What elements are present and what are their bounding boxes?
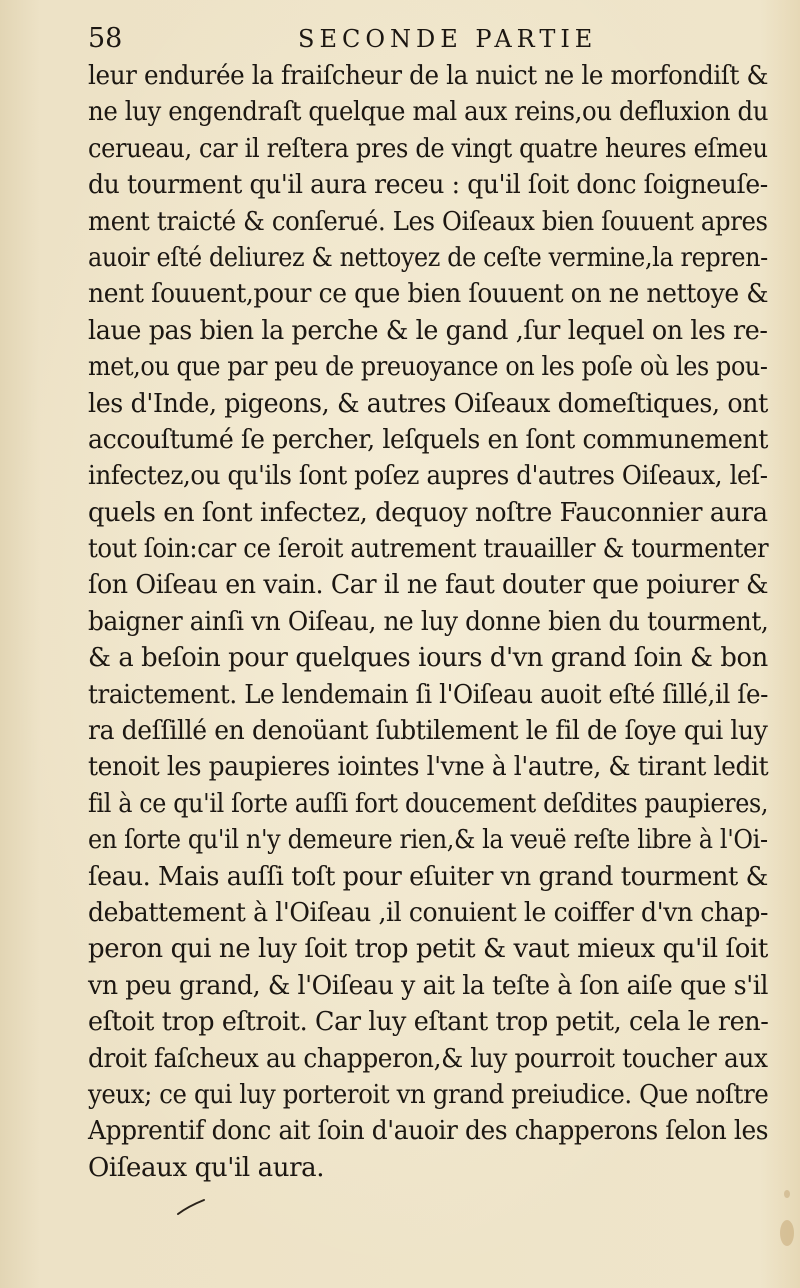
text-line: ne luy engendraſt quelque mal aux reins,ou defluxion du bbox=[88, 97, 769, 128]
text-line: tenoit les paupieres iointes l'vne à l'autre, & tirant ledit bbox=[88, 752, 769, 783]
text-line: baigner ainſi vn Oiſeau, ne luy donne bien du tourment, bbox=[88, 606, 769, 637]
text-line: les d'Inde, pigeons, & autres Oiſeaux domeſtiques, ont bbox=[88, 388, 768, 419]
text-line: nent ſouuent,pour ce que bien ſouuent on ne nettoye & bbox=[88, 279, 769, 310]
text-line: accouſtumé ſe percher, leſquels en ſont communement bbox=[88, 424, 769, 455]
text-line: leur endurée la fraiſcheur de la nuict ne le morfondiſt & bbox=[88, 61, 769, 91]
text-line: cerueau, car il reſtera pres de vingt quatre heures eſmeu bbox=[88, 133, 768, 164]
text-line: ra deſſillé en denoüant ſubtilement le fil de ſoye qui luy bbox=[88, 716, 768, 747]
page-number: 58 bbox=[88, 23, 123, 54]
text-line: en ſorte qu'il n'y demeure rien,& la veuë reſte libre à l'Oi- bbox=[88, 825, 768, 856]
paper-stain bbox=[780, 1220, 794, 1246]
text-line: met,ou que par peu de preuoyance on les poſe où les pou- bbox=[88, 352, 768, 383]
text-line: fil à ce qu'il ſorte auſſi fort doucement deſdites paupieres, bbox=[88, 788, 769, 819]
text-line: auoir eſté deliurez & nettoyez de ceſte vermine,la repren- bbox=[88, 242, 768, 273]
text-line: vn peu grand, & l'Oiſeau y ait la teſte à ſon aiſe que s'il bbox=[88, 970, 769, 1001]
text-line: debattement à l'Oiſeau ,il conuient le coiffer d'vn chap- bbox=[88, 897, 769, 928]
page-header bbox=[88, 22, 703, 56]
text-line: droit faſcheux au chapperon,& luy pourroit toucher aux bbox=[88, 1043, 768, 1074]
ink-flourish bbox=[176, 1198, 206, 1218]
text-line: yeux; ce qui luy porteroit vn grand preiudice. Que noſtre bbox=[88, 1079, 769, 1110]
text-line: traictement. Le lendemain ſi l'Oiſeau auoit eſté ſillé,il ſe- bbox=[88, 679, 769, 710]
text-line: Oiſeaux qu'il aura. bbox=[88, 1152, 325, 1183]
text-line: du tourment qu'il aura receu : qu'il ſoit donc ſoigneuſe- bbox=[88, 170, 768, 201]
text-line: ſeau. Mais auſſi toſt pour eſuiter vn grand tourment & bbox=[88, 861, 768, 892]
text-line: Apprentif donc ait ſoin d'auoir des chapperons ſelon les bbox=[88, 1116, 769, 1147]
paper-stain bbox=[784, 1190, 790, 1198]
text-line: laue pas bien la perche & le gand ,ſur lequel on les re- bbox=[88, 315, 768, 346]
text-line: & a beſoin pour quelques iours d'vn grand ſoin & bon bbox=[88, 643, 768, 674]
text-line: ment traicté & conſerué. Les Oiſeaux bien ſouuent apres bbox=[88, 206, 768, 237]
running-head: SECONDE PARTIE bbox=[298, 25, 598, 53]
text-line: eſtoit trop eſtroit. Car luy eſtant trop petit, cela le ren- bbox=[88, 1007, 769, 1038]
text-line: ſon Oiſeau en vain. Car il ne faut douter que poiurer & bbox=[88, 570, 769, 601]
text-line: tout ſoin:car ce ſeroit autrement trauailler & tourmenter bbox=[88, 534, 769, 565]
text-line: quels en ſont infectez, dequoy noſtre Fauconnier aura bbox=[88, 497, 768, 528]
body-text bbox=[88, 58, 768, 1186]
text-line: infectez,ou qu'ils ſont poſez aupres d'autres Oiſeaux, leſ- bbox=[88, 461, 768, 492]
text-line: peron qui ne luy ſoit trop petit & vaut mieux qu'il ſoit bbox=[88, 934, 768, 965]
